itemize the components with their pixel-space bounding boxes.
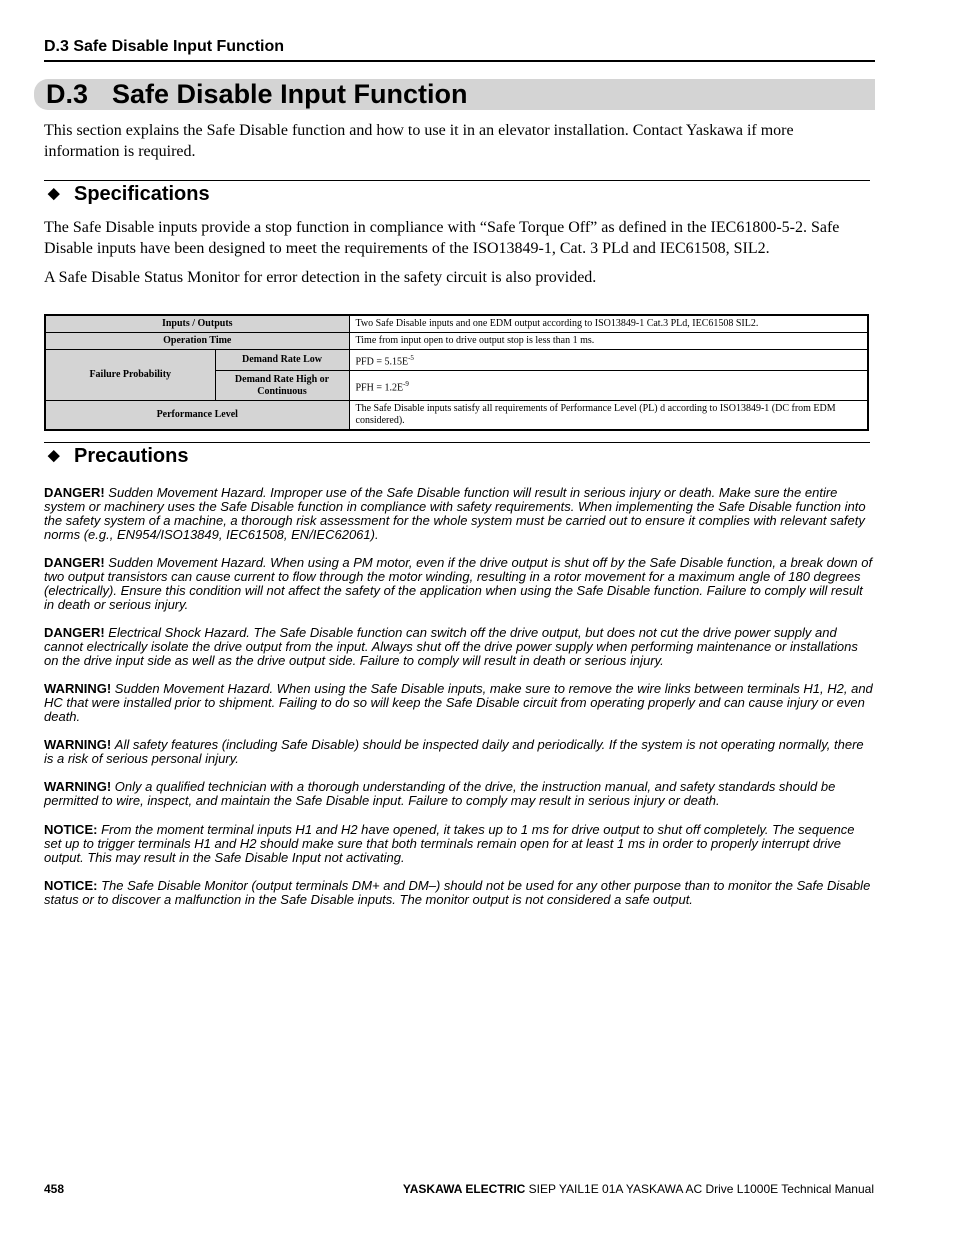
specifications-paragraph-2: A Safe Disable Status Monitor for error detection in the safety circuit is also provided.	[44, 269, 597, 286]
precautions-rule	[44, 442, 870, 443]
diamond-bullet-icon: ◆	[48, 447, 60, 464]
precaution-message	[44, 879, 874, 907]
diamond-bullet-icon: ◆	[48, 185, 60, 202]
performance-level-label: Performance Level	[45, 401, 349, 431]
inputs-outputs-value: Two Safe Disable inputs and one EDM output according to ISO13849-1 Cat.3 PLd, IEC61508 SIL2.	[349, 315, 868, 333]
footer-doc-title	[403, 1182, 874, 1196]
precaution-text: Electrical Shock Hazard. The Safe Disable function can switch off the drive output, but does not cut the drive power supply and cannot electrically isolate the drive output from the input. Always shut off the drive power supply when performing maintenance or installations on the drive input side as well as the drive output side. Failure to comply will result in death or serious injury.	[44, 625, 858, 668]
failure-probability-label: Failure Probability	[45, 350, 215, 401]
table-row	[45, 401, 868, 431]
precaution-message	[44, 738, 874, 766]
pfd-exponent: -5	[408, 354, 414, 362]
precaution-text: Sudden Movement Hazard. When using the Safe Disable inputs, make sure to remove the wire links between terminals H1, H2, and HC that were installed prior to shipment. Failing to do so will keep the Safe Disable circuit from operating properly and can cause injury or even death.	[44, 681, 873, 724]
specifications-heading	[48, 183, 210, 206]
demand-rate-low-label: Demand Rate Low	[215, 350, 349, 371]
specifications-table	[44, 314, 869, 431]
precaution-label: NOTICE:	[44, 822, 98, 837]
precaution-label: DANGER!	[44, 485, 105, 500]
section-title-bar	[34, 79, 875, 110]
pfh-value: PFH = 1.2E	[355, 381, 404, 393]
pfd-value: PFD = 5.15E	[355, 356, 409, 368]
precaution-message	[44, 486, 874, 542]
table-row	[45, 350, 868, 371]
section-number: D.3	[46, 79, 89, 109]
precaution-label: WARNING!	[44, 779, 112, 794]
precaution-text: Sudden Movement Hazard. When using a PM motor, even if the drive output is shut off by the Safe Disable function, a break down of two output transistors can cause current to flow through the motor winding, resulting in a rotor movement for a maximum angle of 180 degrees (electrically). Ensure this condition will not affect the safety of the application when using the Safe Disable function. Failure to comply will result in death or serious injury.	[44, 555, 873, 612]
running-head: D.3 Safe Disable Input Function	[44, 38, 285, 55]
intro-paragraph: This section explains the Safe Disable function and how to use it in an elevator installation. Contact Yaskawa if more information is required.	[44, 122, 794, 160]
inputs-outputs-label: Inputs / Outputs	[45, 315, 349, 333]
page-title	[46, 79, 468, 110]
footer-brand: YASKAWA ELECTRIC	[402, 1182, 526, 1196]
precautions-heading	[48, 445, 188, 468]
operation-time-value: Time from input open to drive output stop is less than 1 ms.	[349, 333, 868, 350]
operation-time-label: Operation Time	[45, 333, 349, 350]
precaution-label: WARNING!	[44, 737, 112, 752]
precaution-label: DANGER!	[44, 555, 105, 570]
table-row	[45, 333, 868, 350]
performance-level-value: The Safe Disable inputs satisfy all requirements of Performance Level (PL) d according to ISO13849-1 (DC from EDM considered).	[349, 401, 868, 431]
specifications-paragraph-1: The Safe Disable inputs provide a stop function in compliance with “Safe Torque Off” as defined in the IEC61800-5-2. Safe Disable inputs have been designed to meet the requirements of the ISO13849-1, Cat. 3 PLd and IEC61508, SIL2.	[44, 219, 840, 257]
section-title: Safe Disable Input Function	[112, 79, 468, 109]
demand-rate-high-label: Demand Rate High or Continuous	[215, 371, 349, 401]
table-row	[45, 315, 868, 333]
precaution-text: Sudden Movement Hazard. Improper use of the Safe Disable function will result in serious injury or death. Make sure the entire system or machinery uses the Safe Disable function in compliance with safety requirements. When implementing the Safe Disable function into the safety system of a machine, a thorough risk assessment for the whole system must be carried out to ensure it complies with relevant safety norms (e.g., EN954/ISO13849, IEC61508, EN/IEC62061).	[44, 485, 866, 542]
precaution-label: NOTICE:	[44, 878, 98, 893]
precaution-text: Only a qualified technician with a thorough understanding of the drive, the instruction manual, and safety standards should be permitted to wire, inspect, and maintain the Safe Disable input. Failure to comply may result in serious injury or death.	[44, 779, 836, 808]
page-number: 458	[44, 1182, 65, 1196]
demand-rate-low-value	[349, 350, 868, 371]
precaution-message	[44, 823, 874, 865]
precaution-message	[44, 626, 874, 668]
footer-doc-name: SIEP YAIL1E 01A YASKAWA AC Drive L1000E Technical Manual	[528, 1182, 874, 1196]
precaution-text: The Safe Disable Monitor (output terminals DM+ and DM–) should not be used for any other purpose than to monitor the Safe Disable status or to discover a malfunction in the Safe Disable inputs. The monitor output is not considered a safe output.	[44, 878, 871, 907]
demand-rate-high-value	[349, 371, 868, 401]
precaution-message	[44, 780, 874, 808]
precaution-label: DANGER!	[44, 625, 105, 640]
precaution-message	[44, 556, 874, 612]
precautions-heading-text: Precautions	[74, 445, 189, 467]
precaution-text: All safety features (including Safe Disable) should be inspected daily and periodically. If the system is not operating normally, there is a risk of serious personal injury.	[44, 737, 864, 766]
precaution-message	[44, 682, 874, 724]
precaution-text: From the moment terminal inputs H1 and H2 have opened, it takes up to 1 ms for drive output to shut off completely. The sequence set up to trigger terminals H1 and H2 should make sure that both terminals remain open for at least 1 ms in order to properly interrupt drive output. This may result in the Safe Disable Input not activating.	[44, 822, 855, 865]
specifications-heading-text: Specifications	[74, 183, 210, 205]
specifications-rule	[44, 180, 870, 181]
precaution-label: WARNING!	[44, 681, 112, 696]
header-rule	[44, 60, 875, 62]
pfh-exponent: -9	[403, 379, 409, 388]
